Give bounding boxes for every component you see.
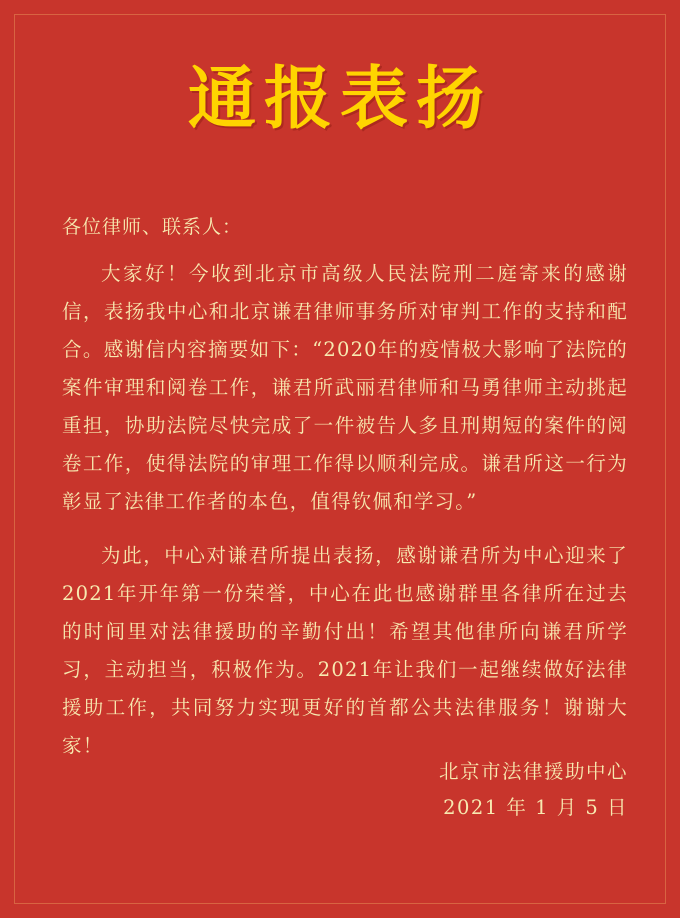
page-title: 通报表扬 [187,59,492,139]
document-body [62,212,628,781]
paragraph-1: 大家好！今收到北京市高级人民法院刑二庭寄来的感谢信，表扬我中心和北京谦君律师事务所对审判工作的支持和配合。感谢信内容摘要如下：“2020年的疫情极大影响了法院的案件审理和阅卷工作，谦君所武丽君律师和马勇律师主动挑起重担，协助法院尽快完成了一件被告人多且刑期短的案件的阅卷工作，使得法院的审理工作得以顺利完成。谦君所这一行为彰显了法律工作者的本色，值得钦佩和学习。” [62,262,628,513]
signature-organization: 北京市法律援助中心 [438,760,628,783]
salutation: 各位律师、联系人： [62,216,243,238]
paragraph-2: 为此，中心对谦君所提出表扬，感谢谦君所为中心迎来了2021年开年第一份荣誉，中心在此也感谢群里各律所在过去的时间里对法律援助的辛勤付出！希望其他律所向谦君所学习，主动担当，积极作为。2021年让我们一起继续做好法律援助工作，共同努力实现更好的首都公共法律服务！谢谢大家！ [62,544,628,757]
signature-date: 2021 年 1 月 5 日 [443,796,628,819]
signature-block [439,754,628,826]
